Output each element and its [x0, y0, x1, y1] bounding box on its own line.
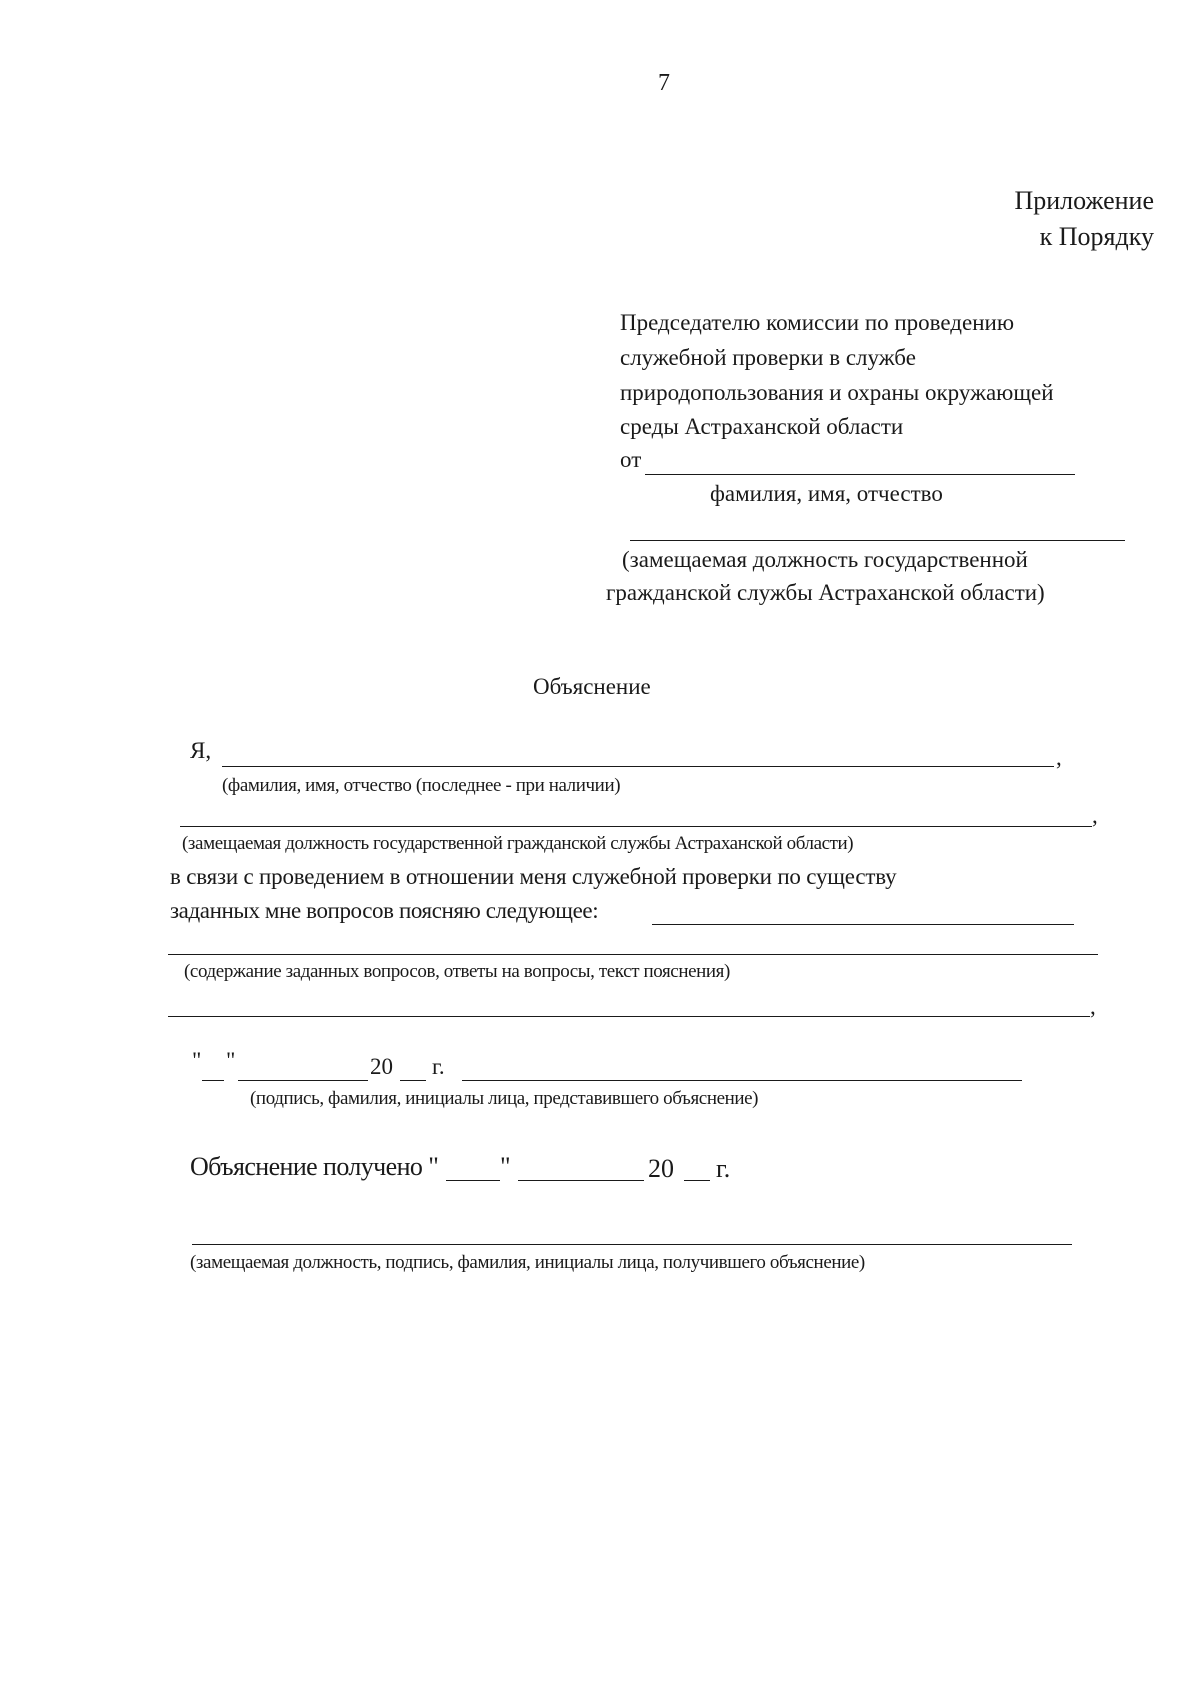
- body-position-comma: ,: [1092, 803, 1098, 828]
- received-caption: (замещаемая должность, подпись, фамилия, инициалы лица, получившего объяснение): [190, 1252, 865, 1273]
- from-label: от: [620, 447, 642, 472]
- received-month-field[interactable]: [518, 1180, 644, 1181]
- body-position-caption: (замещаемая должность государственной гражданской службы Астраханской области): [182, 833, 854, 854]
- position-caption-1: (замещаемая должность государственной: [622, 547, 1028, 572]
- sign-caption: (подпись, фамилия, инициалы лица, представившего объяснение): [250, 1088, 759, 1109]
- ya-fio-line[interactable]: [222, 766, 1054, 767]
- sign-quote-open: ": [192, 1048, 202, 1073]
- sign-day-field[interactable]: [202, 1080, 224, 1081]
- addressee-line-2: служебной проверки в службе: [620, 345, 916, 370]
- received-year-prefix: 20: [648, 1154, 674, 1183]
- document-title: Объяснение: [533, 674, 651, 699]
- sign-quote-close: ": [226, 1048, 236, 1073]
- body-text-line-2: заданных мне вопросов поясняю следующее:: [170, 898, 599, 923]
- explanation-line-1[interactable]: [652, 924, 1074, 925]
- content-end-comma: ,: [1090, 994, 1096, 1019]
- received-year-field[interactable]: [684, 1180, 710, 1181]
- sign-signature-line[interactable]: [462, 1080, 1022, 1081]
- body-position-line[interactable]: [180, 826, 1092, 827]
- sign-year-field[interactable]: [400, 1080, 426, 1081]
- explanation-line-3[interactable]: [168, 1016, 1090, 1017]
- body-text-line-1: в связи с проведением в отношении меня служебной проверки по существу: [170, 864, 897, 889]
- appendix-line-1: Приложение: [1014, 186, 1154, 215]
- position-line[interactable]: [630, 540, 1125, 541]
- addressee-line-1: Председателю комиссии по проведению: [620, 310, 1015, 335]
- sign-year-prefix: 20: [370, 1054, 393, 1079]
- addressee-line-3: природопользования и охраны окружающей: [620, 380, 1054, 405]
- page-number: 7: [658, 70, 670, 96]
- received-label: Объяснение получено ": [190, 1152, 439, 1181]
- received-day-field[interactable]: [446, 1180, 500, 1181]
- received-quote-close: ": [500, 1152, 511, 1181]
- position-caption-2: гражданской службы Астраханской области): [606, 580, 1045, 605]
- fio-caption: фамилия, имя, отчество: [710, 481, 943, 506]
- content-caption: (содержание заданных вопросов, ответы на вопросы, текст пояснения): [184, 961, 730, 982]
- sign-month-field[interactable]: [238, 1080, 368, 1081]
- ya-label: Я,: [190, 738, 212, 763]
- sign-year-suffix: г.: [432, 1054, 445, 1079]
- received-year-suffix: г.: [716, 1154, 731, 1183]
- from-fio-line[interactable]: [645, 474, 1075, 475]
- explanation-line-2[interactable]: [168, 954, 1098, 955]
- ya-comma: ,: [1056, 745, 1062, 770]
- addressee-line-4: среды Астраханской области: [620, 414, 904, 439]
- ya-fio-caption: (фамилия, имя, отчество (последнее - при наличии): [222, 775, 621, 796]
- appendix-line-2: к Порядку: [1039, 222, 1154, 251]
- received-signature-line[interactable]: [192, 1244, 1072, 1245]
